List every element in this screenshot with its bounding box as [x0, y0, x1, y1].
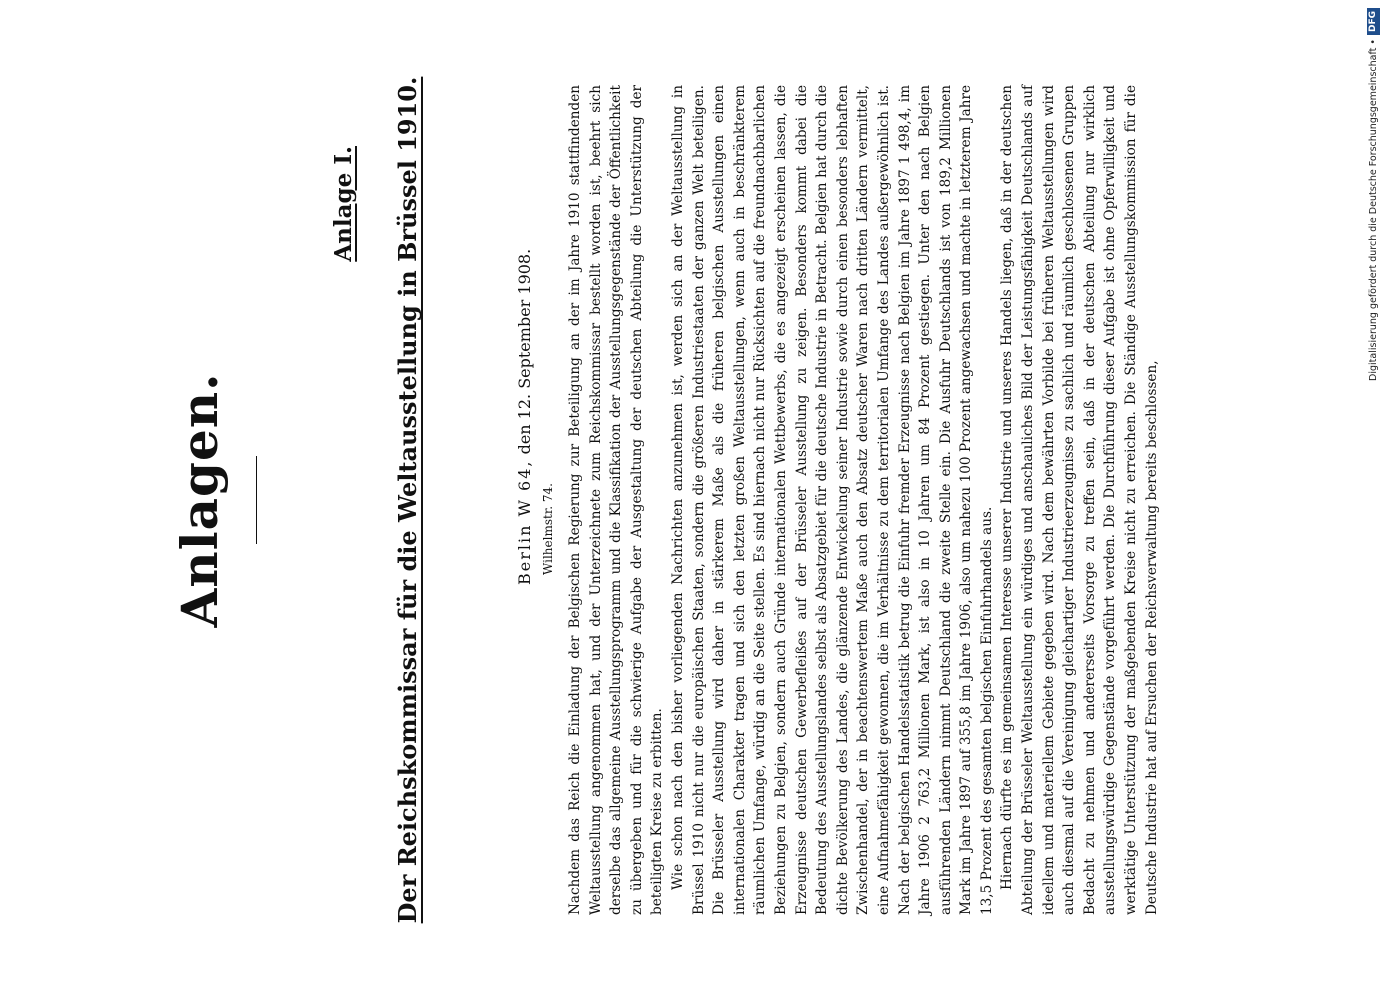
paragraph-3: Hiernach dürfte es im gemeinsamen Interesse unserer Industrie und unseres Handels liegen, daß in der deutschen Abteilung der Brüsseler Weltausstellung ein würdiges und anschauliches Bild der Leistungsfähigkeit Deutschlands auf ideellem und materiellem Gebiete gegeben wird. Nach dem bewährten Vorbilde bei früheren Weltausstellungen wird auch diesmal auf die Vereinigung gleichartiger Industrieerzeugnisse zu sachlich und räumlich geschlossenen Gruppen Bedacht zu nehmen und andererseits Vorsorge zu treffen sein, daß in der deutschen Abteilung nur wirklich ausstellungswürdige Gegenstände vorgeführt werden. Die Durchführung dieser Aufgabe ist ohne Opferwilligkeit und werktätige Unterstützung der maßgebenden Kreise nicht zu erreichen. Die Ständige Ausstellungskommission für die Deutsche Industrie hat auf Ersuchen der Reichsverwaltung bereits beschlossen,: [999, 85, 1160, 915]
paragraph-1: Nachdem das Reich die Einladung der Belgischen Regierung zur Beteiligung an der im Jahre 1910 stattfindenden Weltausstellung angenommen hat, und der Unterzeichnete zum Reichskommissar bestellt worden ist, beehrt sich derselbe das allgemeine Ausstellungsprogramm und die Klassifikation der Ausstellungsgegenstände der Öffentlichkeit zu übergeben und für die schwierige Aufgabe der Ausgestaltung der deutschen Abteilung die Unterstützung der beteiligten Kreise zu erbitten.: [567, 85, 666, 915]
paragraph-2: Wie schon nach den bisher vorliegenden Nachrichten anzunehmen ist, werden sich an der Weltausstellung in Brüssel 1910 nicht nur die europäischen Staaten, sondern die größeren Industriestaaten der ganzen Welt beteiligen. Die Brüsseler Ausstellung wird daher in stärkerem Maße als die früheren belgischen Ausstellungen einen internationalen Charakter tragen und sich den letzten großen Weltausstellungen, wenn auch in beschränkterem räumlichen Umfange, würdig an die Seite stellen. Es sind hiernach nicht nur Rücksichten auf die freundnachbarlichen Beziehungen zu Belgien, sondern auch Gründe internationalen Wettbewerbs, die es angezeigt erscheinen lassen, die Erzeugnisse deutschen Gewerbefleißes auf der Brüsseler Ausstellung zu zeigen. Besonders kommt dabei die Bedeutung des Ausstellungslandes selbst als Absatzgebiet für die deutsche Industrie in Betracht. Belgien hat durch die dichte Bevölkerung des Landes, die glänzende Entwickelung seiner Industrie sowie durch einen besonders lebhaften Zwischenhandel, der in beachtenswertem Maße auch den Absatz deutscher Waren nach dritten Ländern vermittelt, eine Aufnahmefähigkeit gewonnen, die im Verhältnisse zu dem territorialen Umfange des Landes außergewöhnlich ist. Nach der belgischen Handelsstatistik betrug die Einfuhr fremder Erzeugnisse nach Belgien im Jahre 1897 1 498,4, im Jahre 1906 2 763,2 Millionen Mark, ist also in 10 Jahren um 84 Prozent gestiegen. Unter den nach Belgien ausführenden Ländern nimmt Deutschland die zweite Stelle ein. Die Ausfuhr Deutschlands ist von 189,2 Millionen Mark im Jahre 1897 auf 355,8 im Jahre 1906, also um nahezu 100 Prozent angewachsen und machte in letzterem Jahre 13,5 Prozent des gesamten belgischen Einfuhrhandels aus.: [669, 85, 995, 915]
body-text: [565, 85, 1162, 915]
dateline: [515, 249, 534, 585]
main-title: Anlagen.: [170, 372, 229, 628]
title-divider: [256, 456, 257, 544]
dateline-date: den 12. September 1908.: [515, 248, 534, 455]
dfg-logo: DFG: [1367, 8, 1380, 35]
section-title: Der Reichskommissar für die Weltausstellung in Brüssel 1910.: [393, 76, 422, 924]
annex-label: Anlage I.: [330, 146, 357, 262]
address: Wilhelmstr. 74.: [541, 483, 555, 575]
digitization-credit: Digitalisierung gefördert durch die Deutsche Forschungsgemeinschaft •: [1367, 39, 1379, 381]
digitization-credit-bar: [1366, 8, 1380, 988]
dateline-place: Berlin W 64,: [515, 459, 534, 585]
